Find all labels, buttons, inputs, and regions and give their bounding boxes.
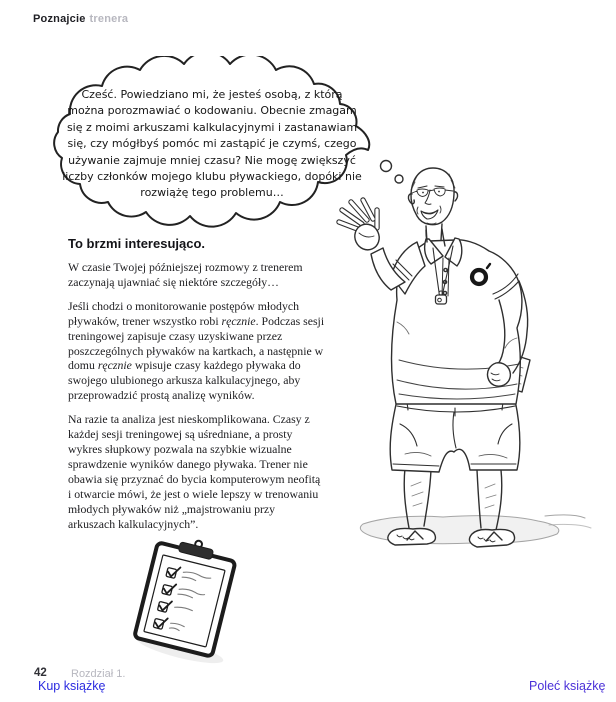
- running-head-muted: trenera: [89, 13, 129, 25]
- coach-illustration: [333, 142, 613, 554]
- paragraph-1: W czasie Twojej późniejszej rozmowy z trenerem zaczynają ujawniać się niektóre szczegóły…: [68, 260, 303, 289]
- checklist-clipboard-illustration: [118, 525, 257, 672]
- right-flipflop: [469, 529, 514, 547]
- page-number: 42: [34, 667, 47, 679]
- thought-bubble-text: Cześć. Powiedziano mi, że jesteś osobą, z którą można porozmawiać o kodowaniu. Obecnie zmagam się z moimi arkuszami kalkulacyjnymi i zastanawiam się, czy mógłbyś pomóc mi zastąpić je czymś, czego używanie zajmuje mniej czasu? Nie mogę zwiększyć liczby członków mojego klubu pływackiego, dopóki nie rozwiążę tego problemu…: [62, 88, 362, 200]
- thought-circle-small: [395, 175, 403, 183]
- recommend-book-link[interactable]: Poleć książkę: [529, 679, 606, 693]
- section-heading: To brzmi interesująco.: [68, 236, 206, 251]
- running-head-bold: Poznajcie: [33, 13, 86, 25]
- thought-circle-large: [381, 161, 392, 172]
- waving-hand: [339, 200, 383, 254]
- running-head: [33, 13, 128, 25]
- paragraph-3: Na razie ta analiza jest nieskomplikowana. Czasy z każdej sesji treningowej są uśredniane, a prosty wykres słupkowy pozwala na szybkie wizualne sprawdzenie wyników danego pływaka. Trener nie obawia się przyznać do bycia komputerowym neofitą i otwarcie mówi, że jest o wiele lepszy w trenowaniu młodych pływaków niż „majstrowaniu przy arkuszach kalkulacyjnych”.: [68, 412, 321, 531]
- paragraph-2: Jeśli chodzi o monitorowanie postępów młodych pływaków, trener wszystko robi ręcznie. Podczas sesji treningowej zapisuje czasy uzyskiwane przez poszczególnych pływaków na kartkach, a następnie w domu ręcznie wpisuje czasy każdego pływaka do swojego ulubionego arkusza kalkulacyjnego, aby przeprowadzić prostą analizę wyników.: [68, 298, 325, 403]
- chapter-label: Rozdział 1.: [71, 668, 126, 680]
- article-column: [68, 236, 325, 540]
- left-flipflop: [388, 528, 436, 545]
- buy-book-link[interactable]: Kup książkę: [38, 679, 106, 693]
